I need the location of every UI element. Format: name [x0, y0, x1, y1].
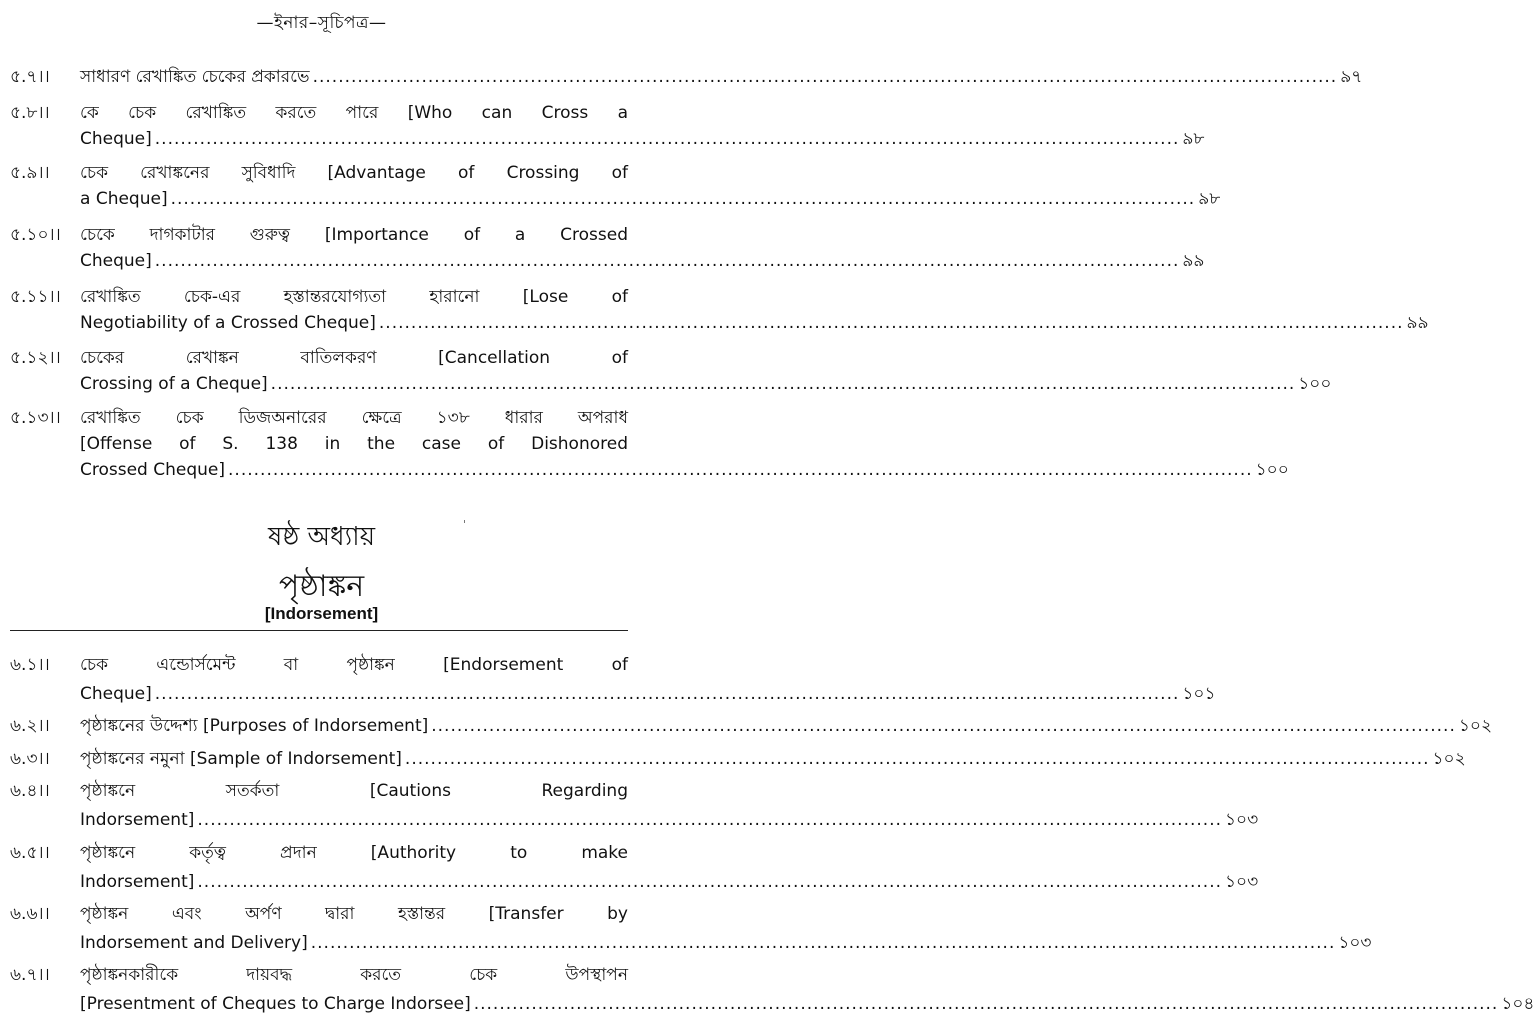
entry-number: ৫.৭।। — [10, 67, 50, 87]
entry-text: [Offense of S. 138 in the case of Dishonored — [80, 434, 628, 454]
entry-number: ৫.৯।। — [10, 163, 50, 183]
entry-text: সাধারণ রেখাঙ্কিত চেকের প্রকারভে — [80, 67, 310, 87]
entry-line — [80, 64, 1363, 90]
entry-number: ৬.৩।। — [10, 749, 50, 769]
entry-number: ৫.১২।। — [10, 348, 61, 368]
entry-line — [80, 681, 1216, 707]
dot-leader: ................................................................................................................................................................ — [154, 684, 1180, 704]
leader-row — [80, 991, 1534, 1017]
dot-leader: ................................................................................................................................................................ — [154, 251, 1180, 271]
entry-text: পৃষ্ঠাঙ্কন এবং অর্পণ দ্বারা হস্তান্তর [Transfer by — [80, 904, 628, 924]
entry-text: চেক রেখাঙ্কনের সুবিধাদি [Advantage of Crossing of — [80, 163, 628, 183]
entry-text: Crossed Cheque] — [80, 460, 226, 480]
entry-text: চেক এন্ডোর্সমেন্ট বা পৃষ্ঠাঙ্কন [Endorsement of — [80, 655, 628, 675]
leader-row — [80, 310, 1429, 336]
entry-number: ৬.১।। — [10, 655, 50, 675]
leader-row — [80, 681, 1216, 707]
leader-row — [80, 807, 1259, 833]
chapter-english-title: [Indorsement] — [264, 604, 379, 623]
page-number: ১০০ — [1298, 374, 1332, 394]
divider — [10, 630, 628, 631]
page-number: ৯৮ — [1198, 189, 1221, 209]
entry-number: ৬.৭।। — [10, 965, 50, 985]
dot-leader: ................................................................................................................................................................ — [378, 313, 1404, 333]
entry-number: ৫.১৩।। — [10, 408, 61, 428]
page-number: ১০২ — [1458, 716, 1492, 736]
page-number: ১০৩ — [1225, 810, 1259, 830]
leader-row — [80, 186, 1221, 212]
entry-text: কে চেক রেখাঙ্কিত করতে পারে [Who can Cross a — [80, 103, 628, 123]
entry-text: Cheque] — [80, 684, 152, 704]
leader-row — [80, 126, 1205, 152]
entry-text: Cheque] — [80, 251, 152, 271]
entry-text: পৃষ্ঠাঙ্কনের উদ্দেশ্য [Purposes of Indorsement] — [80, 716, 429, 736]
dot-leader: ................................................................................................................................................................ — [197, 810, 1222, 830]
leader-row — [80, 371, 1332, 397]
entry-text: Indorsement] — [80, 872, 195, 892]
dot-leader: ................................................................................................................................................................ — [312, 67, 1338, 87]
entry-line — [80, 869, 1259, 895]
dot-leader: ................................................................................................................................................................ — [270, 374, 1296, 394]
page-number: ৯৯ — [1182, 251, 1205, 271]
entry-text: Indorsement] — [80, 810, 195, 830]
page-number: ১০৩ — [1225, 872, 1259, 892]
entry-number: ৬.২।। — [10, 716, 50, 736]
page-number: ১০০ — [1255, 460, 1289, 480]
entry-text: চেকে দাগকাটার গুরুত্ব [Importance of a Crossed — [80, 225, 628, 245]
dot-leader: ................................................................................................................................................................ — [310, 933, 1336, 953]
entry-text: a Cheque] — [80, 189, 168, 209]
entry-text: Cheque] — [80, 129, 152, 149]
chapter-subtitle: পৃষ্ঠাঙ্কন — [278, 569, 365, 604]
entry-number: ৫.৮।। — [10, 103, 50, 123]
entry-text: চেকের রেখাঙ্কন বাতিলকরণ [Cancellation of — [80, 348, 628, 368]
page-number: ৯৯ — [1406, 313, 1429, 333]
entry-line — [80, 186, 1221, 212]
leader-row — [80, 457, 1289, 483]
page-number: ১০৩ — [1338, 933, 1372, 953]
entry-number: ৬.৬।। — [10, 904, 50, 924]
leader-row — [80, 930, 1372, 956]
dot-leader: ................................................................................................................................................................ — [473, 994, 1499, 1014]
entry-text: রেখাঙ্কিত চেক ডিজঅনারের ক্ষেত্রে ১৩৮ ধারার অপরাধ — [80, 408, 628, 428]
entry-line — [80, 126, 1205, 152]
entry-line — [80, 457, 1289, 483]
dot-leader: ................................................................................................................................................................ — [404, 749, 1430, 769]
entry-line — [80, 248, 1205, 274]
dot-leader: ................................................................................................................................................................ — [170, 189, 1196, 209]
page-number: ৯৮ — [1182, 129, 1205, 149]
entry-number: ৫.১০।। — [10, 225, 61, 245]
dot-leader: ................................................................................................................................................................ — [154, 129, 1180, 149]
leader-row — [80, 869, 1259, 895]
page-number: ১০২ — [1432, 749, 1466, 769]
entry-line — [80, 371, 1332, 397]
entry-line — [80, 930, 1372, 956]
entry-number: ৬.৪।। — [10, 781, 50, 801]
chapter-title: ষষ্ঠ অধ্যায় — [267, 522, 376, 552]
leader-row — [80, 713, 1492, 739]
dot-leader: ................................................................................................................................................................ — [228, 460, 1253, 480]
entry-line — [80, 746, 1466, 772]
dot-leader: ................................................................................................................................................................ — [197, 872, 1222, 892]
entry-text: রেখাঙ্কিত চেক-এর হস্তান্তরযোগ্যতা হারানো [Lose of — [80, 287, 628, 307]
entry-text: Crossing of a Cheque] — [80, 374, 268, 394]
leader-row — [80, 64, 1363, 90]
entry-line — [80, 713, 1492, 739]
leader-row — [80, 248, 1205, 274]
entry-text: পৃষ্ঠাঙ্কনের নমুনা [Sample of Indorsement] — [80, 749, 402, 769]
entry-number: ৬.৫।। — [10, 843, 50, 863]
running-header: —ইনার–সূচিপত্র— — [256, 13, 387, 33]
entry-number: ৫.১১।। — [10, 287, 61, 307]
entry-text: পৃষ্ঠাঙ্কনে কর্তৃত্ব প্রদান [Authority to make — [80, 843, 628, 863]
page-number: ১০১ — [1182, 684, 1216, 704]
entry-text: Negotiability of a Crossed Cheque] — [80, 313, 376, 333]
entry-line — [80, 310, 1429, 336]
entry-text: পৃষ্ঠাঙ্কনে সতর্কতা [Cautions Regarding — [80, 781, 628, 801]
entry-line — [80, 991, 1534, 1017]
entry-text: Indorsement and Delivery] — [80, 933, 308, 953]
entry-text: [Presentment of Cheques to Charge Indorsee] — [80, 994, 471, 1014]
page-number: ১০৪ — [1501, 994, 1534, 1014]
leader-row — [80, 746, 1466, 772]
entry-text: পৃষ্ঠাঙ্কনকারীকে দায়বদ্ধ করতে চেক উপস্থাপন — [80, 965, 628, 985]
entry-line — [80, 807, 1259, 833]
dot-leader: ................................................................................................................................................................ — [431, 716, 1456, 736]
page-number: ৯৭ — [1340, 67, 1363, 87]
